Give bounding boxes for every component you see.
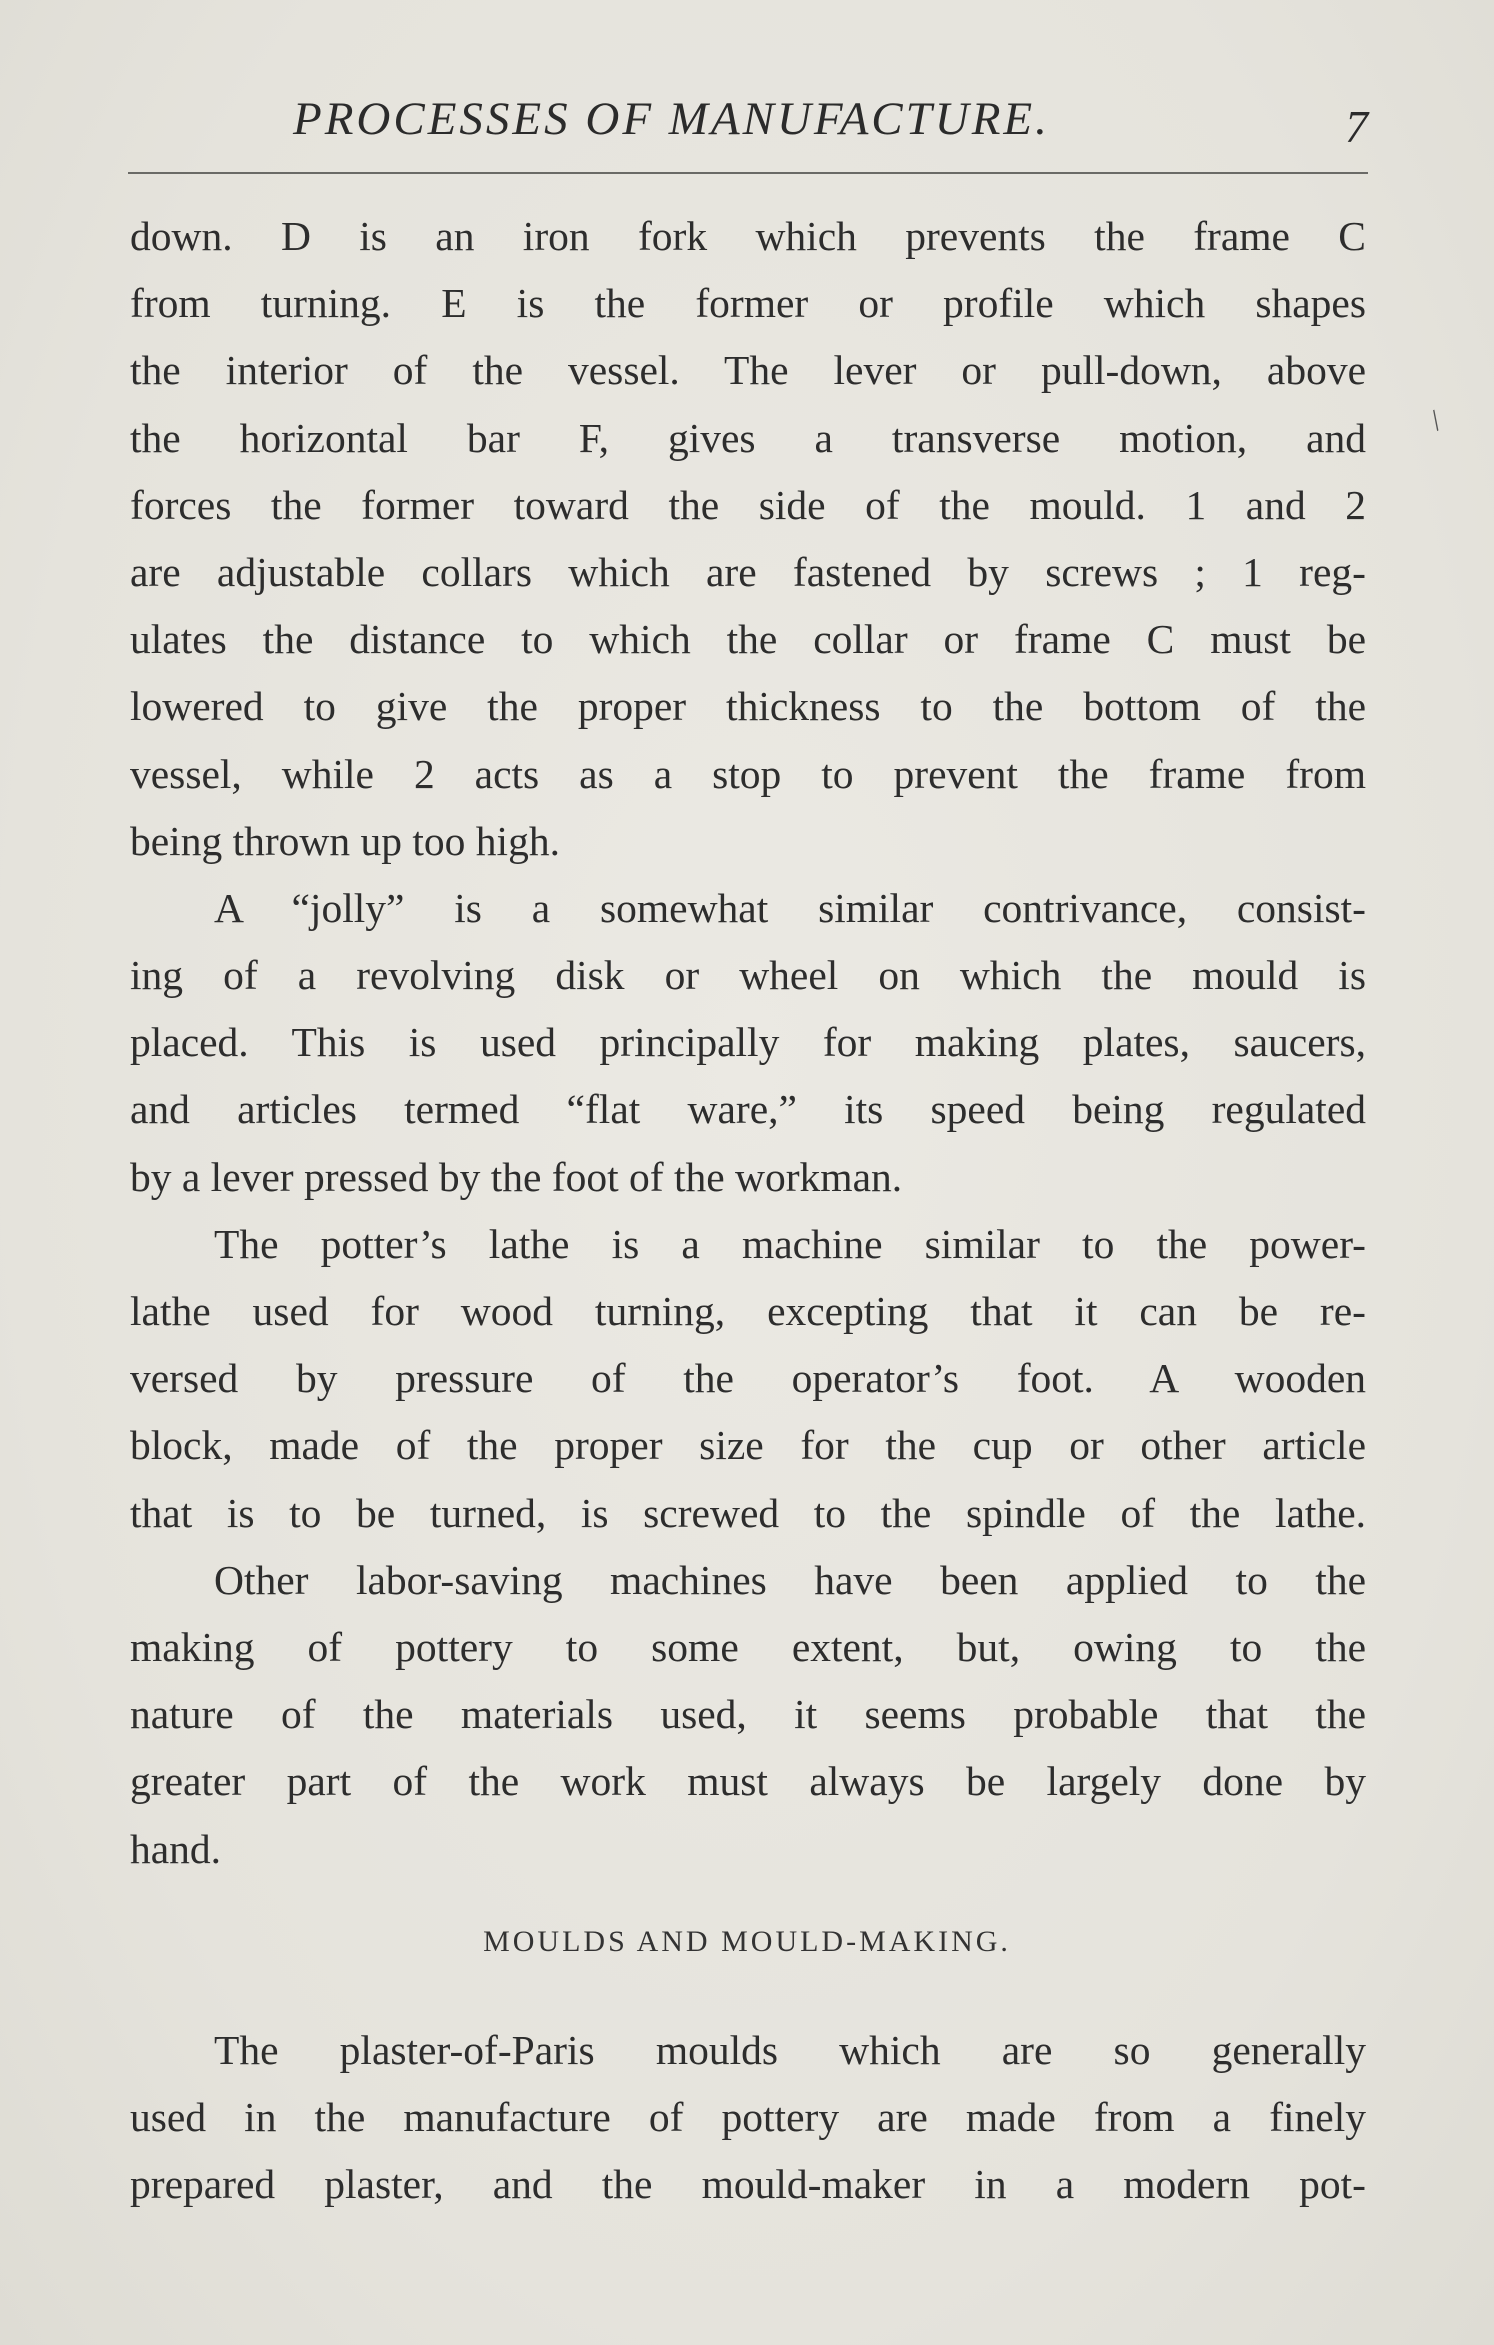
header-rule xyxy=(128,172,1368,174)
text-line: lathe used for wood turning, excepting that it can be re- xyxy=(130,1288,1366,1334)
paragraph-3 xyxy=(130,1211,1366,1547)
text-line: A “jolly” is a somewhat similar contrivance, consist- xyxy=(214,884,1366,931)
text-line: by a lever pressed by the foot of the workman. xyxy=(130,1153,903,1200)
running-title: PROCESSES OF MANUFACTURE. xyxy=(293,93,1050,145)
text-line: making of pottery to some extent, but, owing to the xyxy=(130,1623,1366,1670)
text-line: The plaster-of-Paris moulds which are so generally xyxy=(214,2027,1366,2073)
text-line: greater part of the work must always be largely done by xyxy=(130,1758,1366,1805)
text-line: ulates the distance to which the collar or frame C must be xyxy=(130,616,1366,663)
body-text xyxy=(130,203,1366,1883)
text-line: placed. This is used principally for making plates, saucers, xyxy=(130,1019,1366,1066)
running-head xyxy=(128,92,1368,162)
text-line: being thrown up too high. xyxy=(130,817,560,864)
text-line: that is to be turned, is screwed to the spindle of the lathe. xyxy=(130,1489,1366,1536)
section-heading: MOULDS AND MOULD-MAKING. xyxy=(483,1925,1011,1958)
text-line: The potter’s lathe is a machine similar to the power- xyxy=(214,1220,1366,1267)
text-line: hand. xyxy=(130,1825,222,1872)
text-line: the interior of the vessel. The lever or pull-down, above xyxy=(130,347,1366,394)
paragraph-5 xyxy=(130,2017,1366,2219)
margin-mark: / xyxy=(1424,404,1448,437)
page-number: 7 xyxy=(1345,101,1368,152)
text-line: lowered to give the proper thickness to the bottom of the xyxy=(130,683,1366,730)
paragraph-4 xyxy=(130,1547,1366,1883)
text-line: versed by pressure of the operator’s foot. A wooden xyxy=(130,1355,1366,1402)
paragraph-2 xyxy=(130,875,1366,1211)
text-line: the horizontal bar F, gives a transverse motion, and xyxy=(130,414,1366,461)
text-line: ing of a revolving disk or wheel on which the mould is xyxy=(130,952,1366,999)
text-line: forces the former toward the side of the mould. 1 and 2 xyxy=(130,481,1366,528)
text-line: down. D is an iron fork which prevents the frame C xyxy=(130,213,1366,259)
text-line: from turning. E is the former or profile which shapes xyxy=(130,280,1366,327)
paragraph-1 xyxy=(130,203,1366,875)
text-line: nature of the materials used, it seems probable that the xyxy=(130,1691,1366,1738)
text-line: and articles termed “flat ware,” its speed being regulated xyxy=(130,1086,1366,1133)
text-line: Other labor-saving machines have been applied to the xyxy=(214,1556,1366,1603)
text-line: prepared plaster, and the mould-maker in a modern pot- xyxy=(130,2161,1366,2208)
text-line: vessel, while 2 acts as a stop to prevent the frame from xyxy=(130,750,1366,797)
text-line: are adjustable collars which are fastened by screws ; 1 reg- xyxy=(130,548,1366,595)
text-line: block, made of the proper size for the cup or other article xyxy=(130,1422,1366,1469)
body-text-continued xyxy=(130,2017,1366,2219)
text-line: used in the manufacture of pottery are made from a finely xyxy=(130,2094,1366,2141)
